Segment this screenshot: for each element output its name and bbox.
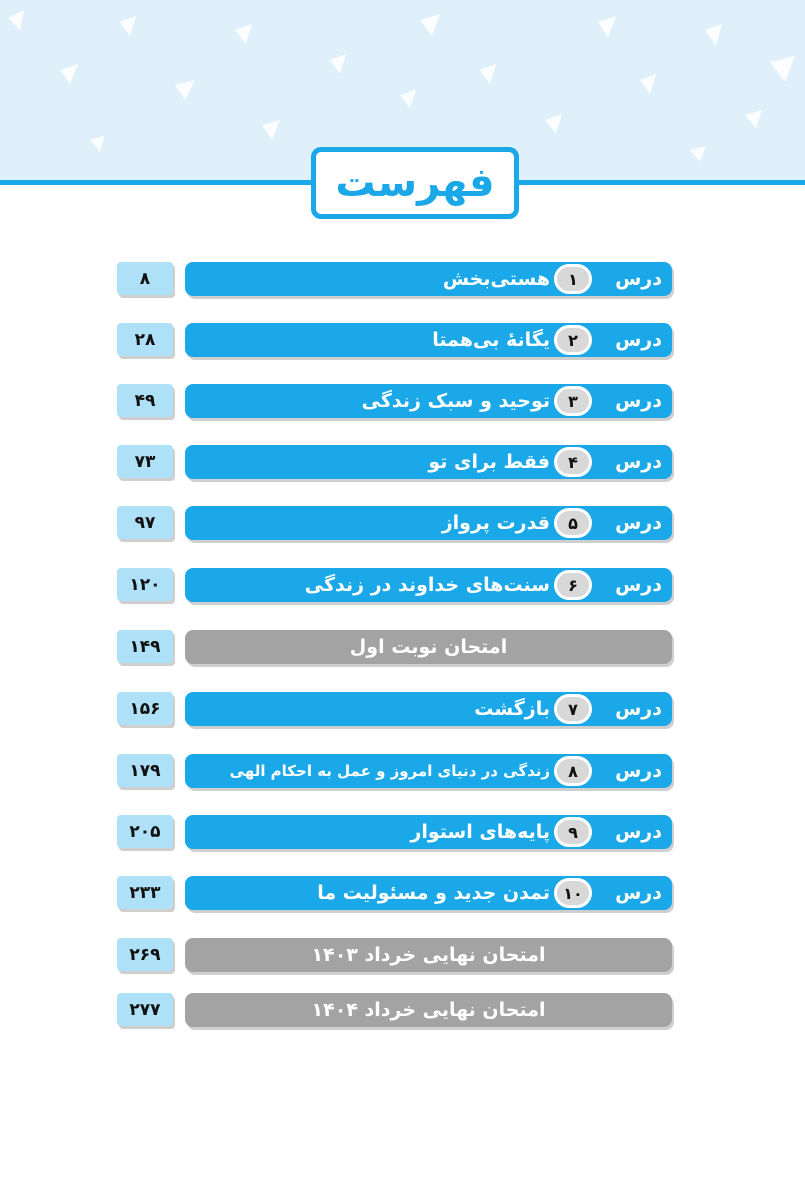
lesson-number-badge: ۱ [554,264,592,294]
toc-page-number: ۲۰۵ [117,815,173,848]
lesson-label: درس [615,821,662,843]
toc-lesson-row [0,442,805,482]
toc-lesson-bar [185,262,672,296]
toc-lesson-row [0,381,805,421]
title-frame [311,147,519,219]
lesson-number-badge: ۷ [554,694,592,724]
toc-lesson-row [0,689,805,729]
lesson-number-badge: ۱۰ [554,878,592,908]
toc-lesson-bar [185,323,672,357]
toc-entry-title: قدرت پرواز [441,512,550,534]
lesson-label: درس [615,698,662,720]
toc-lesson-bar [185,754,672,788]
toc-exam-bar [185,993,672,1027]
toc-page-number: ۲۳۳ [117,876,173,909]
toc-entry-title: یگانهٔ بی‌همتا [432,329,550,351]
toc-lesson-row [0,812,805,852]
toc-lesson-bar [185,384,672,418]
toc-page-number: ۷۳ [117,445,173,478]
lesson-number-badge: ۳ [554,386,592,416]
toc-page-number: ۱۲۰ [117,568,173,601]
toc-lesson-bar [185,506,672,540]
toc-exam-row [0,935,805,975]
lesson-label: درس [615,574,662,596]
lesson-label: درس [615,882,662,904]
lesson-number-badge: ۲ [554,325,592,355]
lesson-number-badge: ۶ [554,570,592,600]
toc-page-number: ۱۷۹ [117,754,173,787]
toc-page-number: ۲۸ [117,323,173,356]
page-title: فهرست [335,160,495,206]
lesson-label: درس [615,268,662,290]
toc-exam-row [0,627,805,667]
toc-exam-row [0,990,805,1030]
toc-lesson-bar [185,568,672,602]
toc-page-number: ۴۹ [117,384,173,417]
toc-page-number: ۱۴۹ [117,630,173,663]
toc-lesson-row [0,503,805,543]
toc-exam-bar [185,630,672,664]
lesson-label: درس [615,760,662,782]
toc-page-number: ۲۶۹ [117,938,173,971]
lesson-label: درس [615,512,662,534]
lesson-number-badge: ۹ [554,817,592,847]
toc-entry-title: بازگشت [474,698,550,720]
toc-entry-title: توحید و سبک زندگی [361,390,550,412]
lesson-number-badge: ۸ [554,756,592,786]
toc-entry-title: امتحان نهایی خرداد ۱۴۰۳ [311,944,546,966]
lesson-label: درس [615,451,662,473]
toc-lesson-row [0,259,805,299]
toc-entry-title: امتحان نوبت اول [349,636,508,658]
toc-lesson-bar [185,876,672,910]
lesson-label: درس [615,390,662,412]
toc-page-number: ۹۷ [117,506,173,539]
lesson-label: درس [615,329,662,351]
toc-entry-title: فقط برای تو [428,451,550,473]
toc-entry-title: امتحان نهایی خرداد ۱۴۰۴ [311,999,546,1021]
toc-lesson-row [0,320,805,360]
toc-exam-bar [185,938,672,972]
toc-entry-title: هستی‌بخش [442,268,550,290]
toc-lesson-row [0,873,805,913]
toc-lesson-row [0,565,805,605]
toc-entry-title: سنت‌های خداوند در زندگی [304,574,550,596]
toc-lesson-row [0,751,805,791]
toc-lesson-bar [185,445,672,479]
toc-entry-title: پایه‌های استوار [410,821,550,843]
toc-entry-title: تمدن جدید و مسئولیت ما [317,882,550,904]
toc-page-number: ۸ [117,262,173,295]
lesson-number-badge: ۴ [554,447,592,477]
toc-page-number: ۱۵۶ [117,692,173,725]
toc-lesson-bar [185,692,672,726]
lesson-number-badge: ۵ [554,508,592,538]
toc-entry-title: زندگی در دنیای امروز و عمل به احکام الهی [229,762,550,780]
toc-page-number: ۲۷۷ [117,993,173,1026]
toc-lesson-bar [185,815,672,849]
